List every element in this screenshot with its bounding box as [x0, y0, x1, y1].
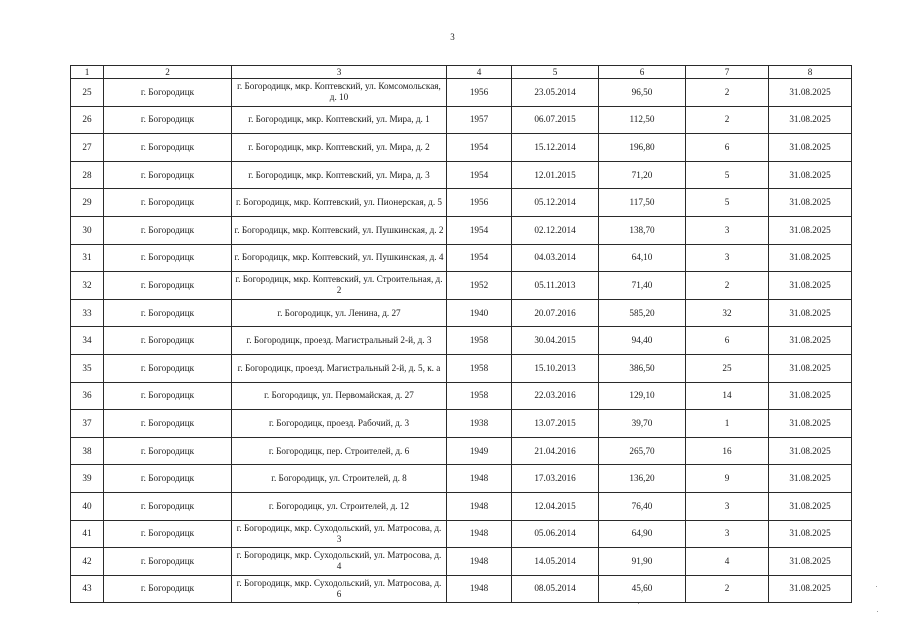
row-number: 39 [71, 465, 104, 493]
year-built-cell: 1954 [447, 216, 512, 244]
row-number: 31 [71, 244, 104, 272]
resettlement-deadline-cell: 31.08.2025 [769, 161, 852, 189]
row-number: 36 [71, 382, 104, 410]
table-row [71, 299, 852, 327]
table-row [71, 216, 852, 244]
address-cell: г. Богородицк, ул. Первомайская, д. 27 [232, 382, 447, 410]
settlement-cell: г. Богородицк [104, 354, 232, 382]
survey-date-cell: 30.04.2015 [512, 327, 599, 355]
residents-count-cell: 2 [686, 106, 769, 134]
area-cell: 64,10 [599, 244, 686, 272]
table-row [71, 437, 852, 465]
residents-count-cell: 6 [686, 134, 769, 162]
area-cell: 265,70 [599, 437, 686, 465]
settlement-cell: г. Богородицк [104, 382, 232, 410]
area-cell: 136,20 [599, 465, 686, 493]
settlement-cell: г. Богородицк [104, 299, 232, 327]
column-header: 1 [71, 66, 104, 79]
table-row [71, 106, 852, 134]
row-number: 26 [71, 106, 104, 134]
housing-registry-table [70, 65, 852, 603]
area-cell: 94,40 [599, 327, 686, 355]
residents-count-cell: 1 [686, 410, 769, 438]
survey-date-cell: 22.03.2016 [512, 382, 599, 410]
address-cell: г. Богородицк, ул. Строителей, д. 8 [232, 465, 447, 493]
row-number: 43 [71, 575, 104, 603]
area-cell: 129,10 [599, 382, 686, 410]
residents-count-cell: 6 [686, 327, 769, 355]
settlement-cell: г. Богородицк [104, 437, 232, 465]
resettlement-deadline-cell: 31.08.2025 [769, 272, 852, 300]
year-built-cell: 1957 [447, 106, 512, 134]
residents-count-cell: 3 [686, 492, 769, 520]
table-row [71, 548, 852, 576]
year-built-cell: 1956 [447, 189, 512, 217]
area-cell: 96,50 [599, 79, 686, 107]
year-built-cell: 1954 [447, 134, 512, 162]
row-number: 37 [71, 410, 104, 438]
table-row [71, 382, 852, 410]
table-row [71, 161, 852, 189]
resettlement-deadline-cell: 31.08.2025 [769, 216, 852, 244]
year-built-cell: 1958 [447, 382, 512, 410]
year-built-cell: 1958 [447, 354, 512, 382]
survey-date-cell: 20.07.2016 [512, 299, 599, 327]
row-number: 40 [71, 492, 104, 520]
settlement-cell: г. Богородицк [104, 79, 232, 107]
settlement-cell: г. Богородицк [104, 492, 232, 520]
survey-date-cell: 04.03.2014 [512, 244, 599, 272]
settlement-cell: г. Богородицк [104, 548, 232, 576]
table-body [71, 79, 852, 603]
year-built-cell: 1948 [447, 575, 512, 603]
row-number: 33 [71, 299, 104, 327]
row-number: 29 [71, 189, 104, 217]
address-cell: г. Богородицк, проезд. Магистральный 2-й, д. 3 [232, 327, 447, 355]
column-number-header-row [71, 66, 852, 79]
settlement-cell: г. Богородицк [104, 106, 232, 134]
row-number: 25 [71, 79, 104, 107]
survey-date-cell: 21.04.2016 [512, 437, 599, 465]
column-header: 8 [769, 66, 852, 79]
address-cell: г. Богородицк, мкр. Коптевский, ул. Пушкинская, д. 4 [232, 244, 447, 272]
resettlement-deadline-cell: 31.08.2025 [769, 492, 852, 520]
survey-date-cell: 12.04.2015 [512, 492, 599, 520]
scan-speck [638, 603, 639, 604]
area-cell: 45,60 [599, 575, 686, 603]
residents-count-cell: 32 [686, 299, 769, 327]
column-header: 6 [599, 66, 686, 79]
area-cell: 386,50 [599, 354, 686, 382]
area-cell: 91,90 [599, 548, 686, 576]
survey-date-cell: 02.12.2014 [512, 216, 599, 244]
year-built-cell: 1954 [447, 244, 512, 272]
row-number: 27 [71, 134, 104, 162]
area-cell: 39,70 [599, 410, 686, 438]
area-cell: 585,20 [599, 299, 686, 327]
row-number: 35 [71, 354, 104, 382]
row-number: 34 [71, 327, 104, 355]
table-row [71, 189, 852, 217]
table-row [71, 465, 852, 493]
address-cell: г. Богородицк, мкр. Коптевский, ул. Строительная, д. 2 [232, 272, 447, 300]
settlement-cell: г. Богородицк [104, 216, 232, 244]
resettlement-deadline-cell: 31.08.2025 [769, 327, 852, 355]
resettlement-deadline-cell: 31.08.2025 [769, 382, 852, 410]
settlement-cell: г. Богородицк [104, 575, 232, 603]
year-built-cell: 1940 [447, 299, 512, 327]
scan-speck [876, 586, 877, 587]
resettlement-deadline-cell: 31.08.2025 [769, 106, 852, 134]
area-cell: 71,20 [599, 161, 686, 189]
survey-date-cell: 23.05.2014 [512, 79, 599, 107]
address-cell: г. Богородицк, проезд. Магистральный 2-й, д. 5, к. а [232, 354, 447, 382]
settlement-cell: г. Богородицк [104, 520, 232, 548]
settlement-cell: г. Богородицк [104, 327, 232, 355]
table-row [71, 327, 852, 355]
resettlement-deadline-cell: 31.08.2025 [769, 354, 852, 382]
page-number: 3 [450, 32, 455, 42]
area-cell: 112,50 [599, 106, 686, 134]
year-built-cell: 1954 [447, 161, 512, 189]
year-built-cell: 1938 [447, 410, 512, 438]
settlement-cell: г. Богородицк [104, 272, 232, 300]
area-cell: 138,70 [599, 216, 686, 244]
row-number: 41 [71, 520, 104, 548]
residents-count-cell: 25 [686, 354, 769, 382]
resettlement-deadline-cell: 31.08.2025 [769, 244, 852, 272]
table-row [71, 492, 852, 520]
residents-count-cell: 2 [686, 79, 769, 107]
resettlement-deadline-cell: 31.08.2025 [769, 134, 852, 162]
column-header: 2 [104, 66, 232, 79]
column-header: 5 [512, 66, 599, 79]
table-row [71, 79, 852, 107]
row-number: 30 [71, 216, 104, 244]
settlement-cell: г. Богородицк [104, 410, 232, 438]
settlement-cell: г. Богородицк [104, 161, 232, 189]
scan-speck [877, 611, 878, 612]
survey-date-cell: 05.12.2014 [512, 189, 599, 217]
survey-date-cell: 08.05.2014 [512, 575, 599, 603]
address-cell: г. Богородицк, мкр. Коптевский, ул. Комсомольская, д. 10 [232, 79, 447, 107]
settlement-cell: г. Богородицк [104, 465, 232, 493]
column-header: 4 [447, 66, 512, 79]
area-cell: 71,40 [599, 272, 686, 300]
settlement-cell: г. Богородицк [104, 134, 232, 162]
year-built-cell: 1948 [447, 465, 512, 493]
area-cell: 76,40 [599, 492, 686, 520]
address-cell: г. Богородицк, мкр. Суходольский, ул. Матросова, д. 3 [232, 520, 447, 548]
year-built-cell: 1956 [447, 79, 512, 107]
resettlement-deadline-cell: 31.08.2025 [769, 299, 852, 327]
area-cell: 64,90 [599, 520, 686, 548]
address-cell: г. Богородицк, мкр. Коптевский, ул. Мира, д. 3 [232, 161, 447, 189]
year-built-cell: 1949 [447, 437, 512, 465]
address-cell: г. Богородицк, ул. Ленина, д. 27 [232, 299, 447, 327]
table-row [71, 134, 852, 162]
resettlement-deadline-cell: 31.08.2025 [769, 410, 852, 438]
table-row [71, 244, 852, 272]
table-row [71, 354, 852, 382]
settlement-cell: г. Богородицк [104, 244, 232, 272]
resettlement-deadline-cell: 31.08.2025 [769, 520, 852, 548]
address-cell: г. Богородицк, мкр. Коптевский, ул. Мира, д. 2 [232, 134, 447, 162]
residents-count-cell: 3 [686, 520, 769, 548]
resettlement-deadline-cell: 31.08.2025 [769, 79, 852, 107]
residents-count-cell: 2 [686, 575, 769, 603]
survey-date-cell: 05.06.2014 [512, 520, 599, 548]
year-built-cell: 1948 [447, 520, 512, 548]
column-header: 3 [232, 66, 447, 79]
area-cell: 196,80 [599, 134, 686, 162]
address-cell: г. Богородицк, мкр. Суходольский, ул. Матросова, д. 4 [232, 548, 447, 576]
row-number: 28 [71, 161, 104, 189]
residents-count-cell: 9 [686, 465, 769, 493]
row-number: 38 [71, 437, 104, 465]
residents-count-cell: 5 [686, 189, 769, 217]
survey-date-cell: 14.05.2014 [512, 548, 599, 576]
survey-date-cell: 17.03.2016 [512, 465, 599, 493]
year-built-cell: 1952 [447, 272, 512, 300]
year-built-cell: 1948 [447, 548, 512, 576]
resettlement-deadline-cell: 31.08.2025 [769, 575, 852, 603]
table-row [71, 410, 852, 438]
residents-count-cell: 14 [686, 382, 769, 410]
survey-date-cell: 12.01.2015 [512, 161, 599, 189]
resettlement-deadline-cell: 31.08.2025 [769, 189, 852, 217]
address-cell: г. Богородицк, мкр. Суходольский, ул. Матросова, д. 6 [232, 575, 447, 603]
row-number: 42 [71, 548, 104, 576]
address-cell: г. Богородицк, пер. Строителей, д. 6 [232, 437, 447, 465]
year-built-cell: 1948 [447, 492, 512, 520]
year-built-cell: 1958 [447, 327, 512, 355]
address-cell: г. Богородицк, мкр. Коптевский, ул. Пушкинская, д. 2 [232, 216, 447, 244]
column-header: 7 [686, 66, 769, 79]
row-number: 32 [71, 272, 104, 300]
survey-date-cell: 05.11.2013 [512, 272, 599, 300]
address-cell: г. Богородицк, проезд. Рабочий, д. 3 [232, 410, 447, 438]
residents-count-cell: 16 [686, 437, 769, 465]
area-cell: 117,50 [599, 189, 686, 217]
residents-count-cell: 5 [686, 161, 769, 189]
survey-date-cell: 13.07.2015 [512, 410, 599, 438]
address-cell: г. Богородицк, мкр. Коптевский, ул. Пионерская, д. 5 [232, 189, 447, 217]
table-row [71, 520, 852, 548]
residents-count-cell: 4 [686, 548, 769, 576]
table-row [71, 272, 852, 300]
address-cell: г. Богородицк, мкр. Коптевский, ул. Мира, д. 1 [232, 106, 447, 134]
table-row [71, 575, 852, 603]
survey-date-cell: 15.12.2014 [512, 134, 599, 162]
resettlement-deadline-cell: 31.08.2025 [769, 548, 852, 576]
residents-count-cell: 3 [686, 244, 769, 272]
resettlement-deadline-cell: 31.08.2025 [769, 465, 852, 493]
resettlement-deadline-cell: 31.08.2025 [769, 437, 852, 465]
residents-count-cell: 3 [686, 216, 769, 244]
survey-date-cell: 06.07.2015 [512, 106, 599, 134]
survey-date-cell: 15.10.2013 [512, 354, 599, 382]
residents-count-cell: 2 [686, 272, 769, 300]
settlement-cell: г. Богородицк [104, 189, 232, 217]
address-cell: г. Богородицк, ул. Строителей, д. 12 [232, 492, 447, 520]
